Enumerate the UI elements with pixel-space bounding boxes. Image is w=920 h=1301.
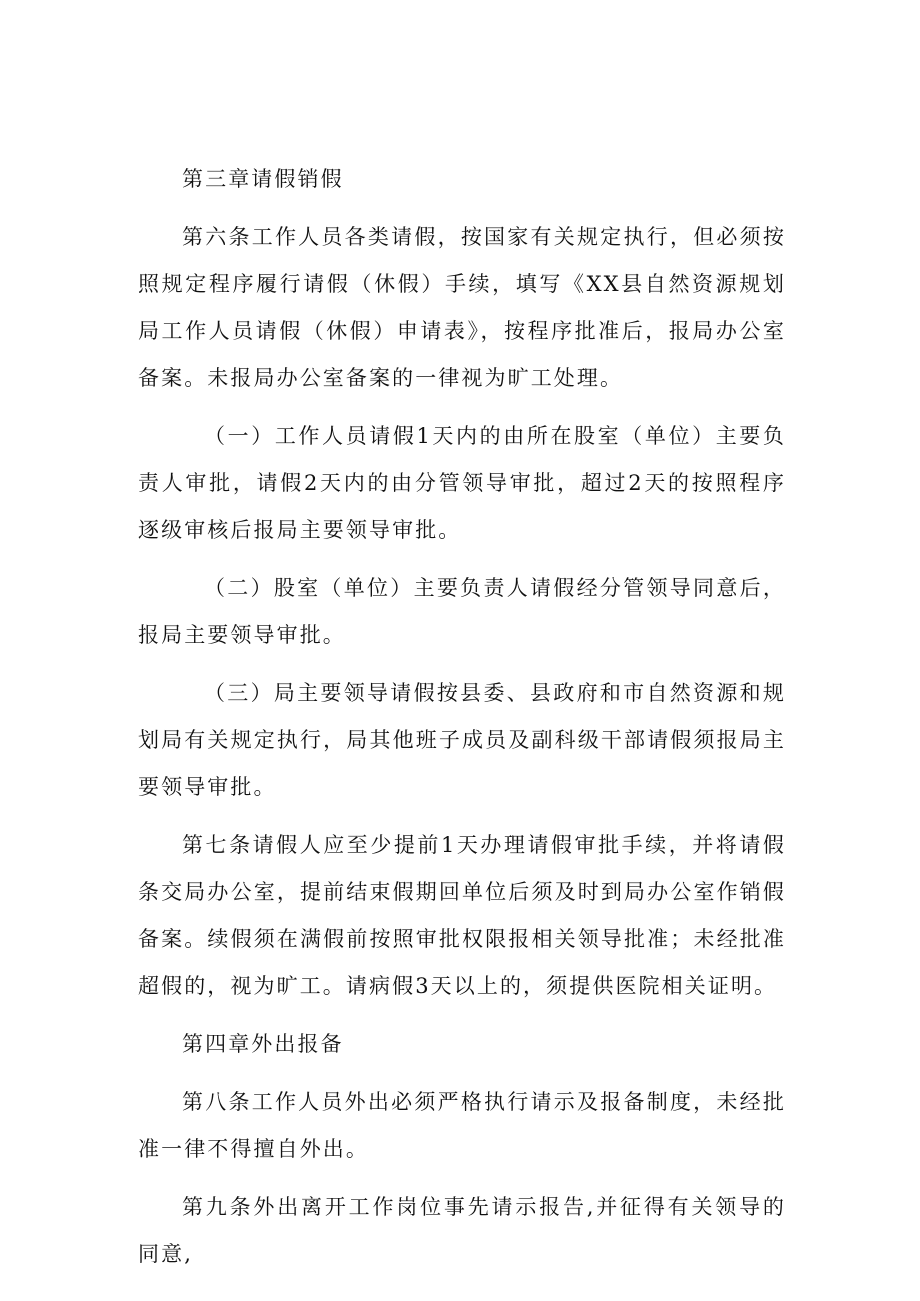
document-body: [138, 156, 786, 1278]
article-paragraph: 第八条工作人员外出必须严格执行请示及报备制度，未经批准一律不得擅自外出。: [138, 1090, 786, 1161]
article-paragraph: 第七条请假人应至少提前1天办理请假审批手续，并将请假条交局办公室，提前结束假期回单位后须及时到局办公室作销假备案。续假须在满假前按照审批权限报相关领导批准；未经批准超假的，视为旷工。请病假3天以上的，须提供医院相关证明。: [138, 833, 786, 998]
clause-paragraph: （一）工作人员请假1天内的由所在股室（单位）主要负责人审批，请假2天内的由分管领导审批，超过2天的按照程序逐级审核后报局主要领导审批。: [138, 424, 786, 542]
article-paragraph: 第九条外出离开工作岗位事先请示报告,并征得有关领导的同意,: [138, 1195, 786, 1266]
clause-paragraph: （二）股室（单位）主要负责人请假经分管领导同意后，报局主要领导审批。: [138, 576, 786, 647]
article-paragraph: 第六条工作人员各类请假，按国家有关规定执行，但必须按照规定程序履行请假（休假）手续，填写《XX县自然资源规划局工作人员请假（休假）申请表》，按程序批准后，报局办公室备案。未报局办公室备案的一律视为旷工处理。: [138, 225, 786, 390]
clause-paragraph: （三）局主要领导请假按县委、县政府和市自然资源和规划局有关规定执行，局其他班子成员及副科级干部请假须报局主要领导审批。: [138, 681, 786, 799]
chapter-heading: 第四章外出报备: [182, 1032, 344, 1056]
chapter-heading: 第三章请假销假: [182, 167, 344, 191]
